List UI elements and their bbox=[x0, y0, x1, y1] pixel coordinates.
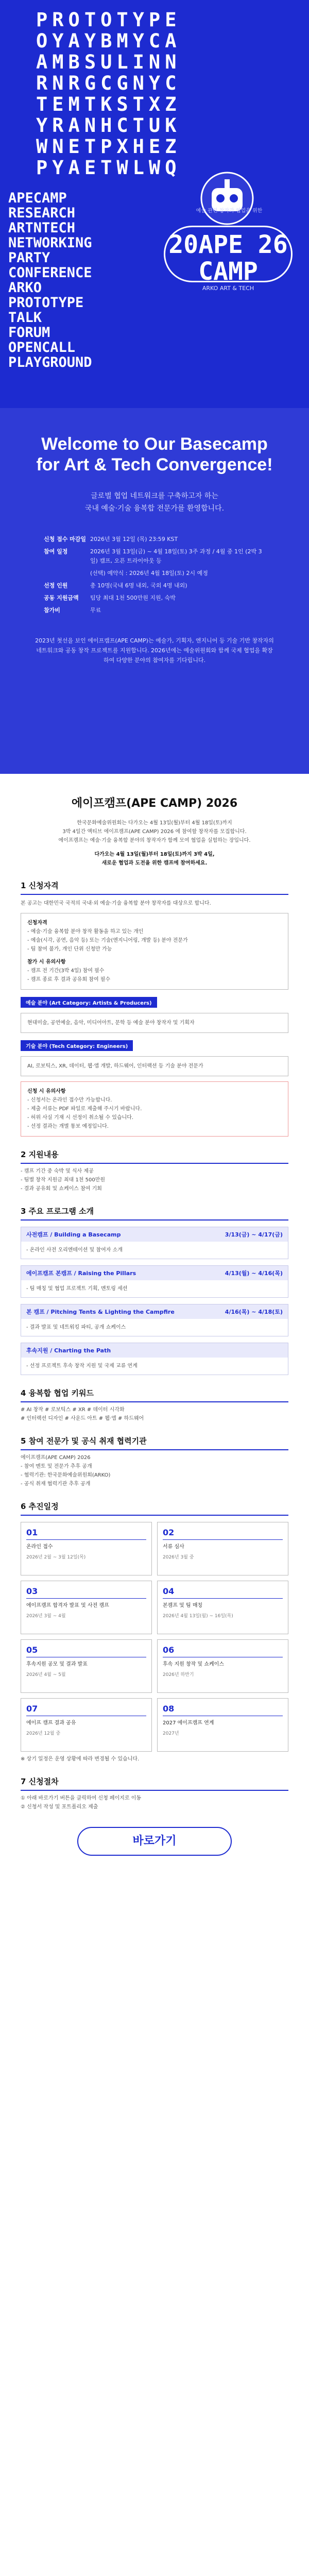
step-title: 본캠프 및 팀 매칭 bbox=[163, 1603, 203, 1608]
main-header bbox=[0, 774, 309, 868]
letter-grid-row: RNRGCGNYC bbox=[36, 72, 181, 94]
info-item bbox=[44, 535, 265, 544]
step-title: 온라인 접수 bbox=[26, 1544, 53, 1550]
letter-grid-row: PROTOTYPE bbox=[36, 9, 181, 31]
list-item: - 팀별 창작 지원금 최대 1천 500만원 bbox=[21, 1177, 106, 1183]
letter-grid-row: WNETPXHEZ bbox=[36, 135, 181, 158]
step-title: 후속지원 공모 및 결과 발표 bbox=[26, 1662, 88, 1667]
keyword: RESEARCH bbox=[8, 205, 76, 221]
program-desc: - 온라인 사전 오리엔테이션 및 참여자 소개 bbox=[26, 1247, 123, 1253]
info-item bbox=[44, 594, 265, 603]
keyword: PLAYGROUND bbox=[8, 354, 92, 370]
list-item: - 공식 취재 협력기관 추후 공개 bbox=[21, 1481, 91, 1487]
step-date: 2026년 4월 13일(월) ~ 16일(목) bbox=[163, 1614, 233, 1619]
intro-section bbox=[0, 408, 309, 774]
step-title: 에이프캠프 합격자 발표 및 사전 캠프 bbox=[26, 1603, 109, 1608]
section-title: 6 추진일정 bbox=[21, 1501, 288, 1516]
section-title: 7 신청절차 bbox=[21, 1776, 288, 1791]
program-desc: - 팀 매칭 및 협업 프로젝트 기획, 멘토링 세션 bbox=[26, 1286, 128, 1292]
keyword: APECAMP bbox=[8, 190, 67, 206]
program-date: 4/13(월) ~ 4/16(목) bbox=[225, 1270, 283, 1277]
section-desc: 본 공고는 대한민국 국적의 국내·외 예술·기술 융복합 분야 창작자를 대상으로 합니다. bbox=[21, 901, 211, 906]
notice-line: - 제출 서류는 PDF 파일로 제출해 주시기 바랍니다. bbox=[27, 1106, 142, 1112]
step-number: 05 bbox=[26, 1645, 146, 1657]
box-line: - 예술(시각, 공연, 음악 등) 또는 기술(엔지니어링, 개발 등) 분야 전문가 bbox=[27, 938, 188, 943]
section-title: 5 참여 전문가 및 공식 취재 협력기관 bbox=[21, 1435, 288, 1450]
step-number: 08 bbox=[163, 1704, 283, 1716]
section-keywords bbox=[0, 1387, 309, 1423]
info-key: 선정 인원 bbox=[44, 582, 68, 589]
section-title: 1 신청자격 bbox=[21, 880, 288, 895]
section-schedule bbox=[0, 1501, 309, 1764]
keyword-line: # 인터랙션 디자인 # 사운드 아트 # 웹·앱 # 하드웨어 bbox=[21, 1416, 144, 1421]
schedule-card bbox=[21, 1698, 152, 1752]
keyword: ARKO bbox=[8, 280, 42, 296]
info-item bbox=[44, 581, 265, 590]
program-list bbox=[21, 1227, 288, 1375]
step-number: 01 bbox=[26, 1528, 146, 1540]
schedule-grid bbox=[21, 1522, 288, 1752]
step-title: 후속 지원 창작 및 쇼케이스 bbox=[163, 1662, 224, 1667]
intro-sub-1: 글로벌 협업 네트워크를 구축하고자 하는 bbox=[91, 492, 218, 500]
keyword: TALK bbox=[8, 310, 42, 326]
ape-camp-logo bbox=[164, 226, 293, 292]
letter-grid-row: TEMTKSTXZ bbox=[36, 93, 181, 115]
program-date: 4/16(목) ~ 4/18(토) bbox=[225, 1309, 283, 1315]
go-button[interactable]: 바로가기 bbox=[77, 1827, 232, 1856]
info-item bbox=[44, 569, 265, 578]
info-key bbox=[44, 569, 90, 578]
program-card bbox=[21, 1227, 288, 1259]
section-title: 3 주요 프로그램 소개 bbox=[21, 1206, 288, 1221]
step-date: 2026년 하반기 bbox=[163, 1672, 194, 1677]
schedule-card bbox=[21, 1522, 152, 1575]
program-desc: - 선정 프로젝트 후속 창작 지원 및 국제 교류 연계 bbox=[26, 1363, 138, 1369]
step-number: 04 bbox=[163, 1586, 283, 1599]
notice-line: - 신청서는 온라인 접수만 가능합니다. bbox=[27, 1097, 112, 1103]
schedule-card bbox=[157, 1698, 288, 1752]
program-card bbox=[21, 1343, 288, 1375]
info-item bbox=[44, 547, 265, 566]
keyword: ARTNTECH bbox=[8, 220, 76, 236]
keyword-list bbox=[8, 191, 92, 370]
support-list bbox=[21, 1167, 288, 1193]
letter-grid-row: AMBSULINN bbox=[36, 51, 181, 73]
category-tag-tech: 기술 분야 (Tech Category: Engineers) bbox=[21, 1040, 133, 1051]
step-date: 2026년 3월 ~ 4월 bbox=[26, 1614, 66, 1619]
schedule-card bbox=[21, 1581, 152, 1634]
list-item: ② 신청서 작성 및 포트폴리오 제출 bbox=[21, 1804, 98, 1810]
letter-grid-row: YRANHCTUK bbox=[36, 114, 181, 137]
list-item: 에이프캠프(APE CAMP) 2026 bbox=[21, 1455, 91, 1461]
notice-box bbox=[21, 1081, 288, 1137]
step-date: 2026년 4월 ~ 5월 bbox=[26, 1672, 66, 1677]
keyword: PARTY bbox=[8, 250, 50, 266]
intro-sub-2: 국내 예술·기술 융복합 전문가를 환영합니다. bbox=[84, 504, 225, 513]
info-value: 총 10명(국내 6명 내외, 국외 4명 내외) bbox=[90, 582, 187, 589]
main-lead: 다가오는 4월 13일(월)부터 18일(토)까지 3박 4일, bbox=[94, 852, 215, 857]
step-date: 2026년 3월 중 bbox=[163, 1555, 194, 1560]
logo-subtext: ARKO ART & TECH bbox=[202, 285, 254, 292]
art-box: 현대미술, 공연예술, 음악, 미디어아트, 문학 등 예술 분야 창작자 및 기획자 bbox=[21, 1013, 288, 1033]
list-item: - 협력기관: 한국문화예술위원회(ARKO) bbox=[21, 1472, 111, 1478]
intro-paragraph: 2023년 첫선을 보인 에이프캠프(APE CAMP)는 예술가, 기획자, 엔지니어 등 기술 기반 창작자의 네트워크와 공동 창작 프로젝트를 지원합니다. 2026년에는 예술위원회와 함께 국제 협업을 확장하여 다양한 분야의 참여자를 기다립니다. bbox=[35, 637, 274, 664]
main-lead: 3박 4일간 액티브 에이프캠프(APE CAMP) 2026 에 참여할 창작자를 모집합니다. bbox=[62, 829, 247, 835]
schedule-card bbox=[157, 1581, 288, 1634]
info-value: 2026년 3월 13일(금) ~ 4월 18일(토) 3주 과정 / 4월 중 1인 (2박 3일) 캠프, 오픈 트라이아웃 등 bbox=[90, 548, 262, 564]
step-date: 2026년 12월 중 bbox=[26, 1731, 61, 1736]
keyword-line: # AI 창작 # 로보틱스 # XR # 데이터 시각화 bbox=[21, 1407, 125, 1413]
main-lead: 에이프캠프는 예술·기술 융복합 분야의 창작자가 함께 모여 협업을 실험하는 장입니다. bbox=[58, 838, 251, 843]
category-tag-art: 예술 분야 (Art Category: Artists & Producers) bbox=[21, 997, 157, 1008]
info-value: 2026년 3월 12일 (목) 23:59 KST bbox=[90, 536, 178, 543]
step-title: 서류 심사 bbox=[163, 1544, 184, 1550]
box-line: - 캠프 전 기간(3박 4일) 참여 필수 bbox=[27, 968, 105, 974]
box-line: - 팀 참여 불가, 개인 단위 신청만 가능 bbox=[27, 946, 112, 952]
letter-grid-row: OYAYBMYCA bbox=[36, 30, 181, 52]
program-name: 후속지원 / Charting the Path bbox=[26, 1347, 111, 1354]
program-desc: - 결과 발표 및 네트워킹 파티, 공개 쇼케이스 bbox=[26, 1325, 126, 1330]
intro-title-1: Welcome to Our Basecamp bbox=[41, 434, 268, 454]
info-value: 무료 bbox=[90, 607, 101, 614]
step-number: 02 bbox=[163, 1528, 283, 1540]
notice-line: - 선정 결과는 개별 통보 예정입니다. bbox=[27, 1124, 109, 1129]
step-number: 03 bbox=[26, 1586, 146, 1599]
main-lead: 새로운 협업과 도전을 위한 캠프에 참여하세요. bbox=[101, 860, 208, 866]
tech-box: AI, 로보틱스, XR, 데이터, 웹·앱 개발, 하드웨어, 인터랙션 등 기술 분야 전문가 bbox=[21, 1056, 288, 1076]
letter-grid-row: PYAETWLWQ bbox=[36, 157, 181, 179]
main-lead: 한국문화예술위원회는 다가오는 4월 13일(월)부터 4월 18일(토)까지 bbox=[77, 820, 232, 826]
hero-banner bbox=[0, 0, 309, 408]
step-number: 06 bbox=[163, 1645, 283, 1657]
program-card bbox=[21, 1265, 288, 1298]
step-title: 에이프 캠프 결과 공유 bbox=[26, 1720, 76, 1726]
section-programs bbox=[0, 1206, 309, 1375]
list-item: - 캠프 기간 중 숙박 및 식사 제공 bbox=[21, 1168, 94, 1174]
box-heading: 참가 시 유의사항 bbox=[27, 959, 66, 965]
notice-line: - 허위 사실 기재 시 선정이 취소될 수 있습니다. bbox=[27, 1115, 134, 1121]
box-line: - 예술·기술 융복합 분야 창작 활동을 하고 있는 개인 bbox=[27, 929, 144, 935]
schedule-card bbox=[157, 1522, 288, 1575]
info-value: (선택) 예약식 : 2026년 4월 18일(토) 2시 예정 bbox=[90, 570, 208, 577]
keyword: CONFERENCE bbox=[8, 265, 92, 281]
letter-grid bbox=[36, 9, 273, 178]
schedule-card bbox=[157, 1639, 288, 1693]
info-list bbox=[44, 535, 265, 615]
keyword: OPENCALL bbox=[8, 340, 76, 355]
program-name: 사전캠프 / Building a Basecamp bbox=[26, 1231, 121, 1238]
robot-mascot-icon bbox=[196, 170, 258, 227]
step-date: 2026년 2월 ~ 3월 12일(목) bbox=[26, 1555, 86, 1560]
logo-tagline: 예술 관련 창작과 협업을 위한 bbox=[196, 208, 263, 214]
intro-title-2: for Art & Tech Convergence! bbox=[36, 455, 273, 474]
info-key: 참여 일정 bbox=[44, 548, 68, 555]
logo-text: 20APE 26 CAMP bbox=[168, 230, 288, 286]
box-heading: 신청자격 bbox=[27, 920, 47, 926]
step-date: 2027년 bbox=[163, 1731, 179, 1736]
keyword: FORUM bbox=[8, 325, 50, 341]
list-item: - 결과 공유회 및 쇼케이스 참여 기회 bbox=[21, 1186, 102, 1192]
program-name: 본 캠프 / Pitching Tents & Lighting the Campfire bbox=[26, 1309, 175, 1315]
notice-heading: 신청 시 유의사항 bbox=[27, 1089, 66, 1094]
keyword: NETWORKING bbox=[8, 235, 92, 251]
list-item: ① 아래 바로가기 버튼을 클릭하여 신청 페이지로 이동 bbox=[21, 1795, 142, 1801]
schedule-card bbox=[21, 1639, 152, 1693]
section-eligibility bbox=[0, 880, 309, 1137]
box-line: - 캠프 종료 후 결과 공유회 참여 필수 bbox=[27, 977, 111, 982]
info-key: 신청 접수 마감일 bbox=[44, 536, 87, 543]
program-name: 에이프캠프 본캠프 / Raising the Pillars bbox=[26, 1270, 136, 1277]
step-title: 2027 에이프캠프 연계 bbox=[163, 1720, 214, 1726]
section-support bbox=[0, 1149, 309, 1193]
list-item: - 참여 멘토 및 전문가 추후 공개 bbox=[21, 1464, 92, 1469]
program-date: 3/13(금) ~ 4/17(금) bbox=[225, 1231, 283, 1238]
eligibility-box bbox=[21, 913, 288, 990]
section-partners bbox=[0, 1435, 309, 1488]
section-title: 4 융복합 협업 키워드 bbox=[21, 1387, 288, 1402]
keyword: PROTOTYPE bbox=[8, 295, 84, 311]
section-title: 2 지원내용 bbox=[21, 1149, 288, 1164]
info-key: 공동 지원금액 bbox=[44, 595, 79, 601]
program-card bbox=[21, 1304, 288, 1336]
info-item bbox=[44, 606, 265, 615]
info-value: 팀당 최대 1천 500만원 지원, 숙박 bbox=[90, 595, 176, 601]
step-number: 07 bbox=[26, 1704, 146, 1716]
info-key: 참가비 bbox=[44, 607, 60, 614]
schedule-note: ※ 상기 일정은 운영 상황에 따라 변경될 수 있습니다. bbox=[21, 1756, 140, 1762]
section-procedure bbox=[0, 1776, 309, 1856]
main-title: 에이프캠프(APE CAMP) 2026 bbox=[71, 797, 238, 810]
